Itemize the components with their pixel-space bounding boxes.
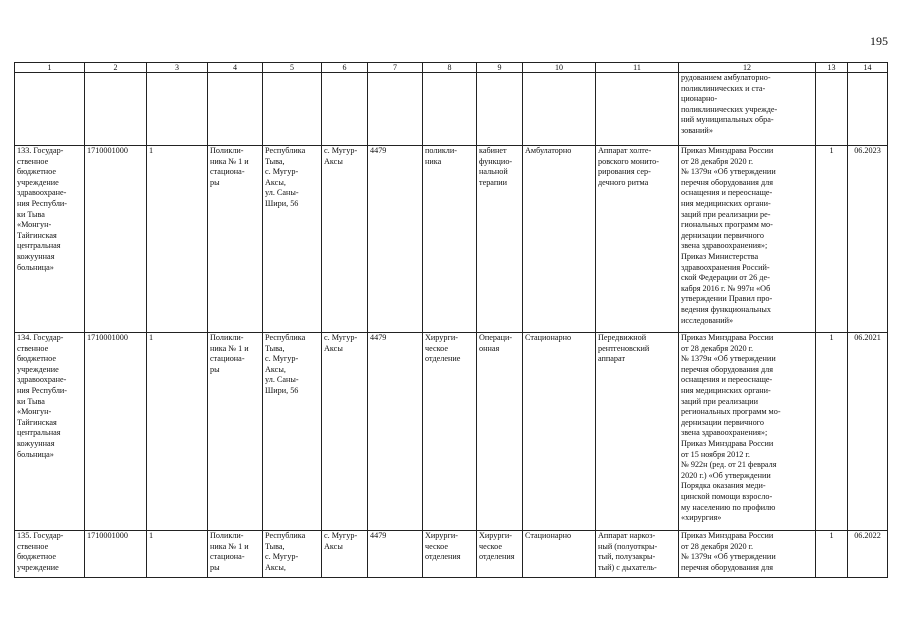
column-number: 12 [679,63,816,73]
table-header-row [15,63,888,73]
table-cell [15,73,85,146]
table-cell: 4479 [368,333,423,531]
table-cell: Стационарно [523,333,596,531]
table-cell: Приказ Минздрава России от 28 декабря 2020 г. № 1379н «Об утверждении перечня оборудования для оснащения и переоснаще- ния медицинских органи- заций при реализации региональных программ мо- дернизации первичного звена здравоохранения»; Приказ Минздрава России от 15 ноября 2012 г. № 922н (ред. от 21 февраля 2020 г.) «Об утверждении Порядка оказания меди- цинской помощи взросло- му населению по профилю «хирургия» [679,333,816,531]
column-number: 14 [848,63,888,73]
column-number: 13 [816,63,848,73]
table-cell: рудованием амбулаторно- поликлинических и ста- ционарно- поликлинических учрежде- ний муниципальных обра- зований» [679,73,816,146]
document-table [14,62,888,578]
table-cell: Операци- онная [477,333,523,531]
table-cell [423,73,477,146]
table-cell: 06.2021 [848,333,888,531]
table-cell [208,73,263,146]
table-cell [848,73,888,146]
table-cell [322,73,368,146]
table-cell: 133. Государ- ственное бюджетное учреждение здравоохране- ния Республи- ки Тыва «Монгун- Тайгинская центральная кожуунная больница» [15,146,85,333]
column-number: 11 [596,63,679,73]
table-cell: с. Мугур- Аксы [322,146,368,333]
table-cell: 06.2023 [848,146,888,333]
table-cell: 1 [816,146,848,333]
table-cell: 1 [147,531,208,578]
table-cell [85,73,147,146]
table-cell: Приказ Минздрава России от 28 декабря 2020 г. № 1379н «Об утверждении перечня оборудования для [679,531,816,578]
table-cell: 4479 [368,146,423,333]
table-cell: 1 [147,333,208,531]
table-cell: 06.2022 [848,531,888,578]
table-cell [368,73,423,146]
column-number: 7 [368,63,423,73]
table-cell: 1 [147,146,208,333]
table-cell: Поликли- ника № 1 и стациона- ры [208,531,263,578]
table-cell: с. Мугур- Аксы [322,531,368,578]
table-cell [596,73,679,146]
table-cell: 1710001000 [85,333,147,531]
page-number: 195 [870,34,888,48]
column-number: 8 [423,63,477,73]
table-cell: 4479 [368,531,423,578]
table-cell: Хирурги- ческое отделения [477,531,523,578]
table-row [15,73,888,146]
table-cell [816,73,848,146]
table-cell: 1 [816,333,848,531]
column-number: 1 [15,63,85,73]
table-row [15,146,888,333]
table-cell: с. Мугур- Аксы [322,333,368,531]
table-cell [147,73,208,146]
table-cell: 1710001000 [85,531,147,578]
table-cell: Республика Тыва, с. Мугур- Аксы, ул. Саны- Шири, 56 [263,333,322,531]
table-cell: Стационарно [523,531,596,578]
table-cell: Хирурги- ческое отделения [423,531,477,578]
column-number: 4 [208,63,263,73]
table-row [15,531,888,578]
table-cell: Хирурги- ческое отделение [423,333,477,531]
table-cell: Республика Тыва, с. Мугур- Аксы, ул. Саны- Шири, 56 [263,146,322,333]
table-cell: 134. Государ- ственное бюджетное учреждение здравоохране- ния Республи- ки Тыва «Монгун- Тайгинская центральная кожуунная больница» [15,333,85,531]
table-cell [263,73,322,146]
table-cell: 1 [816,531,848,578]
table-cell: Республика Тыва, с. Мугур- Аксы, [263,531,322,578]
column-number: 2 [85,63,147,73]
table-cell: поликли- ника [423,146,477,333]
column-number: 9 [477,63,523,73]
table-cell: Передвижной рентгеновский аппарат [596,333,679,531]
column-number: 10 [523,63,596,73]
table-cell: 135. Государ- ственное бюджетное учреждение [15,531,85,578]
table-cell: кабинет функцио- нальной терапии [477,146,523,333]
table-row [15,333,888,531]
table-cell: Поликли- ника № 1 и стациона- ры [208,333,263,531]
table-cell: Аппарат холте- ровского монито- рирования сер- дечного ритма [596,146,679,333]
table-cell: Амбулаторно [523,146,596,333]
table-cell: Аппарат наркоз- ный (полуоткры- тый, полузакры- тый) с дыхатель- [596,531,679,578]
table-cell [523,73,596,146]
column-number: 5 [263,63,322,73]
table-cell [477,73,523,146]
column-number: 3 [147,63,208,73]
table-cell: Приказ Минздрава России от 28 декабря 2020 г. № 1379н «Об утверждении перечня оборудования для оснащения и переоснаще- ния медицинских органи- заций при реализации ре- гиональных программ мо- дернизации первичного звена здравоохранения»; Приказ Министерства здравоохранения Россий- ской Федерации от 26 де- кабря 2016 г. № 997н «Об утверждении Правил про- ведения функциональных исследований» [679,146,816,333]
column-number: 6 [322,63,368,73]
table-cell: Поликли- ника № 1 и стациона- ры [208,146,263,333]
table-cell: 1710001000 [85,146,147,333]
